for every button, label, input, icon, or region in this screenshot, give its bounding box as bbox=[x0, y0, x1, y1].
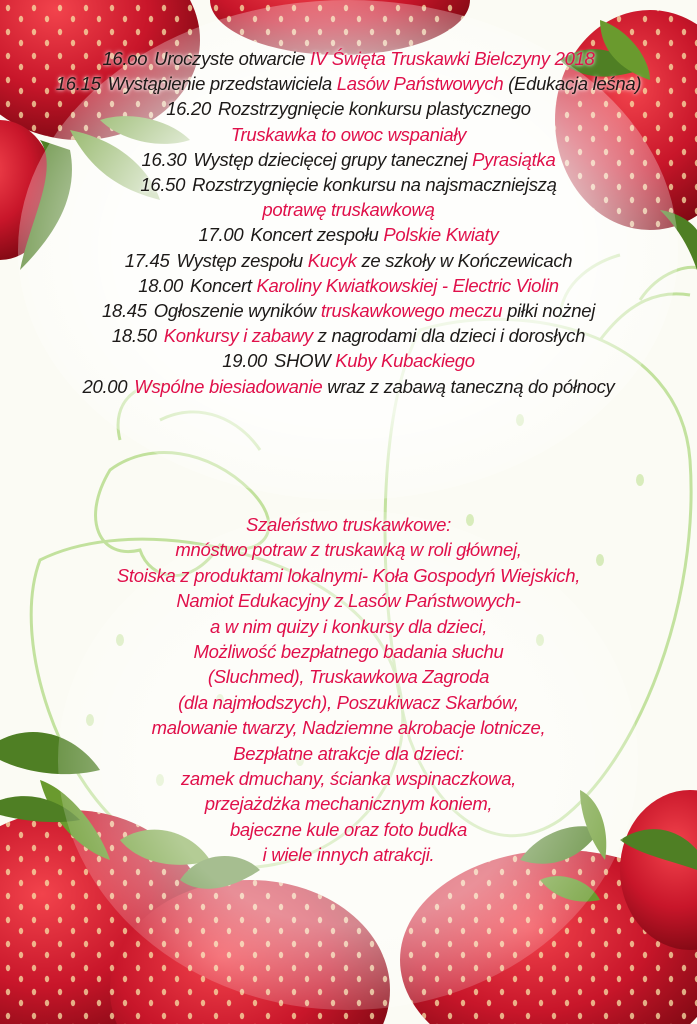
schedule-line bbox=[0, 300, 697, 324]
event-highlight: Lasów Państwowych bbox=[336, 73, 504, 95]
schedule-line bbox=[0, 350, 697, 374]
event-highlight: potrawę truskawkową bbox=[262, 199, 435, 221]
festival-line: Bezpłatne atrakcje dla dzieci: bbox=[233, 742, 464, 764]
event-highlight: Kuby Kubackiego bbox=[335, 350, 475, 372]
event-highlight: Pyrasiątka bbox=[472, 148, 556, 170]
event-highlight: Kucyk bbox=[307, 249, 357, 271]
festival-line: malowanie twarzy, Nadziemne akrobacje lotnicze, bbox=[151, 717, 546, 739]
event-text: Koncert zespołu bbox=[250, 224, 384, 246]
schedule-line bbox=[0, 325, 697, 349]
event-time: 17.00 bbox=[198, 224, 244, 246]
event-time: 16.oo bbox=[102, 48, 148, 69]
festival-line: Stoiska z produktami lokalnymi- Koła Gospodyń Wiejskich, bbox=[116, 564, 581, 586]
event-text: ze szkoły w Kończewicach bbox=[356, 249, 573, 271]
festival-line: mnóstwo potraw z truskawką w roli głównej, bbox=[175, 539, 522, 561]
event-highlight: Polskie Kwiaty bbox=[383, 224, 499, 246]
event-highlight: Karoliny Kwiatkowskiej - Electric Violin bbox=[256, 274, 559, 296]
festival-line: a w nim quizy i konkursy dla dzieci, bbox=[209, 615, 488, 637]
event-time: 20.00 bbox=[82, 375, 128, 397]
festival-line: zamek dmuchany, ścianka wspinaczkowa, bbox=[180, 768, 517, 789]
festival-line: Możliwość bezpłatnego badania słuchu bbox=[193, 641, 504, 662]
event-text: z nagrodami dla dzieci i dorosłych bbox=[312, 325, 586, 347]
schedule-line bbox=[0, 199, 697, 223]
festival-line: Namiot Edukacyjny z Lasów Państwowych- bbox=[176, 590, 521, 612]
event-time: 18.50 bbox=[111, 325, 157, 347]
event-highlight: IV Święta Truskawki Bielczyny 2018 bbox=[309, 48, 595, 69]
event-highlight: truskawkowego meczu bbox=[320, 300, 503, 321]
schedule-line bbox=[0, 250, 697, 274]
event-time: 16.15 bbox=[55, 73, 101, 95]
event-text: Występ dziecięcej grupy tanecznej bbox=[193, 148, 473, 170]
event-text: SHOW bbox=[274, 350, 336, 372]
schedule-line bbox=[0, 48, 697, 72]
event-text: Rozstrzygnięcie konkursu na najsmaczniejszą bbox=[192, 174, 557, 195]
event-time: 19.00 bbox=[222, 350, 268, 372]
festival-title: Szaleństwo truskawkowe: bbox=[246, 514, 451, 535]
festival-line: (dla najmłodszych), Poszukiwacz Skarbów, bbox=[178, 691, 519, 713]
event-text: (Edukacja leśna) bbox=[503, 73, 642, 95]
event-text: Występ zespołu bbox=[176, 249, 308, 271]
event-text: Ogłoszenie wyników bbox=[153, 300, 321, 321]
festival-line: (Sluchmed), Truskawkowa Zagroda bbox=[207, 666, 490, 688]
schedule-line bbox=[0, 149, 697, 173]
event-text: piłki nożnej bbox=[502, 300, 596, 321]
event-text: wraz z zabawą taneczną do północy bbox=[322, 375, 615, 397]
event-time: 16.30 bbox=[141, 148, 187, 170]
schedule-line bbox=[0, 124, 697, 148]
festival-line: przejażdżka mechanicznym koniem, bbox=[204, 793, 493, 815]
event-text: Koncert bbox=[190, 274, 257, 296]
event-time: 16.50 bbox=[140, 174, 186, 195]
schedule-line bbox=[0, 224, 697, 248]
festival-line: bajeczne kule oraz foto budka bbox=[229, 818, 468, 840]
schedule-line bbox=[0, 376, 697, 400]
event-time: 17.45 bbox=[124, 249, 170, 271]
schedule-line bbox=[0, 174, 697, 198]
event-text: Rozstrzygnięcie konkursu plastycznego bbox=[217, 98, 531, 120]
event-time: 18.00 bbox=[138, 274, 184, 296]
event-highlight: Konkursy i zabawy bbox=[163, 325, 313, 347]
festival-line: i wiele innych atrakcji. bbox=[262, 844, 435, 866]
schedule-line bbox=[0, 275, 697, 299]
schedule-line bbox=[0, 98, 697, 122]
event-highlight: Truskawka to owoc wspaniały bbox=[230, 123, 467, 145]
event-time: 16.20 bbox=[166, 98, 211, 120]
schedule-line bbox=[0, 73, 697, 97]
event-highlight: Wspólne biesiadowanie bbox=[134, 375, 323, 397]
event-text: Wystąpienie przedstawiciela bbox=[107, 73, 337, 95]
event-text: Uroczyste otwarcie bbox=[154, 48, 310, 69]
event-time: 18.45 bbox=[101, 300, 147, 321]
